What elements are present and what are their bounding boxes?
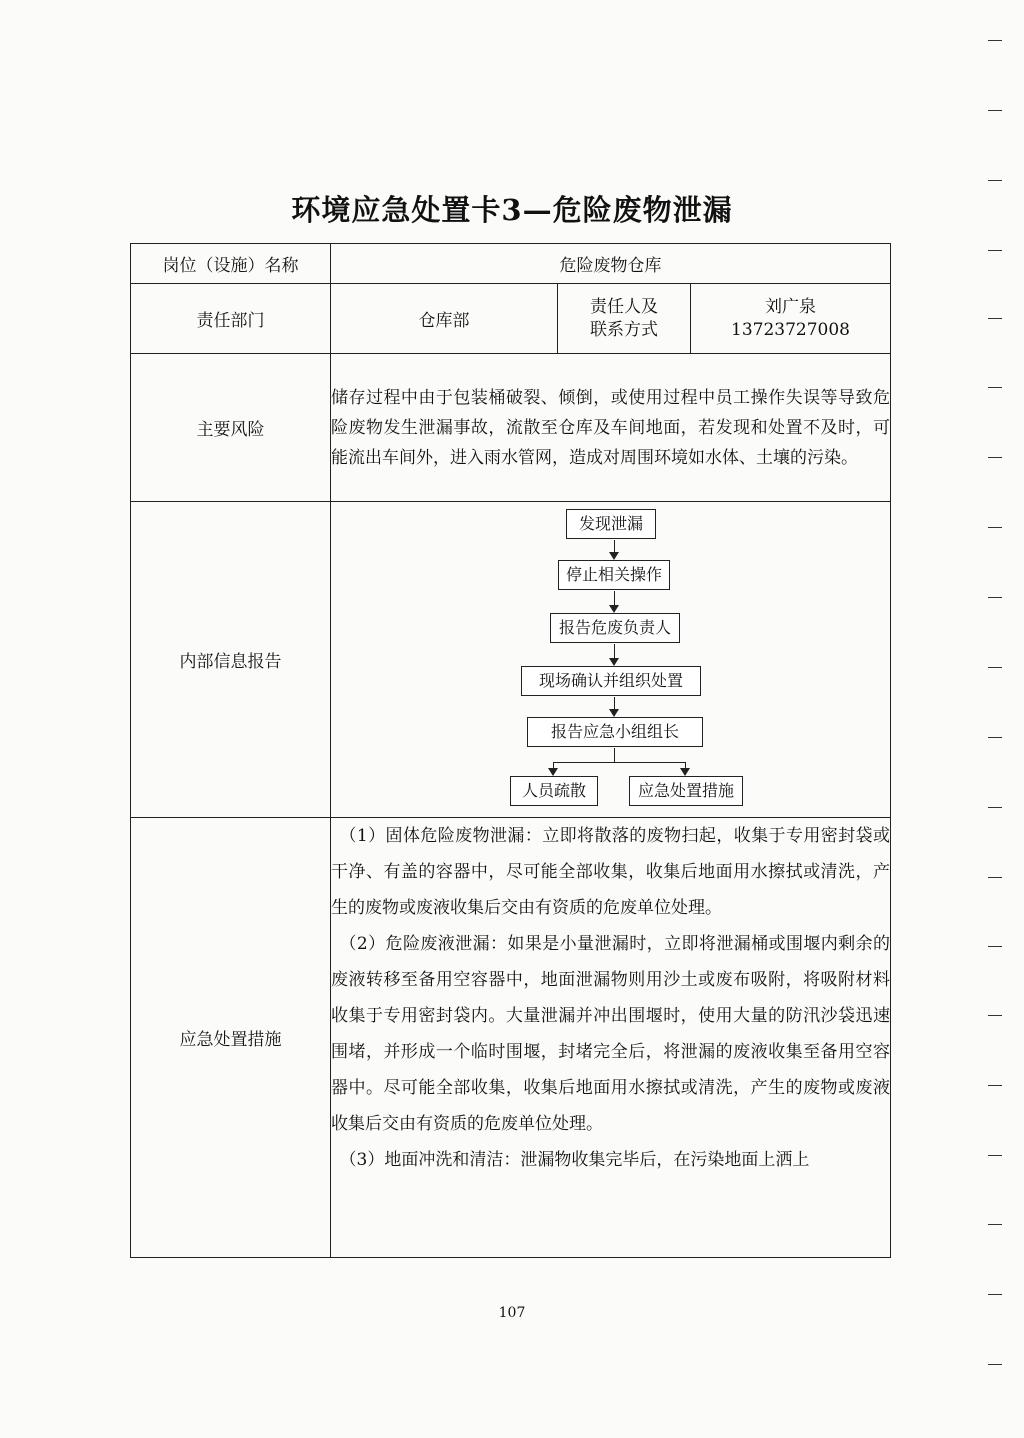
dept-value: 仓库部 [331, 284, 558, 354]
measures-paragraph: （1）固体危险废物泄漏：立即将散落的废物扫起，收集于专用密封袋或干净、有盖的容器中，尽可能全部收集，收集后地面用水擦拭或清洗，产生的废物或废液收集后交由有资质的危废单位处理。 [331, 826, 891, 918]
scan-edge-mark [988, 180, 1002, 181]
arrow-down-icon [609, 605, 619, 613]
table-row [131, 502, 891, 818]
scan-edge-mark [988, 1085, 1002, 1086]
risk-text: 储存过程中由于包装桶破裂、倾倒，或使用过程中员工操作失误等导致危险废物发生泄漏事故，流散至仓库及车间地面，若发现和处置不及时，可能流出车间外，进入雨水管网，造成对周围环境如水体、土壤的污染。 [331, 354, 891, 502]
flow-branch-evacuate: 人员疏散 [510, 776, 598, 806]
emergency-card-table [130, 243, 891, 1258]
scan-edge-mark [988, 318, 1002, 319]
scan-edge-mark [988, 1294, 1002, 1295]
scan-edge-mark [988, 807, 1002, 808]
scan-edge-mark [988, 387, 1002, 388]
dept-label: 责任部门 [131, 284, 331, 354]
scan-edge-mark [988, 667, 1002, 668]
scan-edge-mark [988, 1015, 1002, 1016]
table-row [131, 354, 891, 502]
scan-edge-mark [988, 946, 1002, 947]
scan-edge-mark [988, 457, 1002, 458]
page-title: 环境应急处置卡3—危险废物泄漏 [291, 193, 733, 227]
person-contact [691, 284, 891, 354]
arrow-down-icon [609, 709, 619, 717]
person-phone: 13723727008 [731, 319, 850, 340]
flow-step-discover: 发现泄漏 [566, 509, 656, 539]
scan-edge-mark [988, 737, 1002, 738]
flow-step-confirm: 现场确认并组织处置 [521, 666, 701, 696]
arrow-down-icon [609, 658, 619, 666]
post-value: 危险废物仓库 [331, 244, 891, 284]
table-row [131, 818, 891, 1258]
scan-edge-mark [988, 877, 1002, 878]
flow-step-report-manager: 报告危废负责人 [550, 613, 680, 643]
flow-connector [614, 748, 615, 762]
scan-edge-mark [988, 250, 1002, 251]
flow-step-stop: 停止相关操作 [558, 560, 670, 590]
person-label [558, 284, 691, 354]
measures-text [331, 818, 891, 1258]
arrow-down-icon [548, 768, 558, 776]
scan-edge-mark [988, 597, 1002, 598]
arrow-down-icon [680, 768, 690, 776]
flow-step-report-leader: 报告应急小组组长 [527, 717, 703, 747]
person-label-line2: 联系方式 [590, 319, 658, 340]
person-label-line1: 责任人及 [590, 297, 658, 318]
risk-label: 主要风险 [131, 354, 331, 502]
arrow-down-icon [609, 552, 619, 560]
scan-edge-mark [988, 40, 1002, 41]
person-name: 刘广泉 [765, 297, 816, 318]
report-flowchart [331, 504, 890, 816]
post-label: 岗位（设施）名称 [131, 244, 331, 284]
page-number: 107 [498, 1305, 526, 1321]
scan-edge-mark [988, 1224, 1002, 1225]
flow-branch-measures: 应急处置措施 [629, 776, 743, 806]
table-row [131, 244, 891, 284]
scan-edge-mark [988, 527, 1002, 528]
scan-edge-mark [988, 1364, 1002, 1365]
report-label: 内部信息报告 [131, 502, 331, 818]
measures-paragraph: （2）危险废液泄漏：如果是小量泄漏时，立即将泄漏桶或围堰内剩余的废液转移至备用空容器中，地面泄漏物则用沙土或废布吸附，将吸附材料收集于专用密封袋内。大量泄漏并冲出围堰时，使用大量的防汛沙袋迅速围堵，并形成一个临时围堰，封堵完全后，将泄漏的废液收集至备用空容器中。尽可能全部收集，收集后地面用水擦拭或清洗，产生的废物或废液收集后交由有资质的危废单位处理。 [331, 934, 891, 1134]
table-row [131, 284, 891, 354]
scan-edge-mark [988, 1155, 1002, 1156]
measures-label: 应急处置措施 [131, 818, 331, 1258]
report-flowchart-cell [331, 502, 891, 818]
measures-paragraph: （3）地面冲洗和清洁：泄漏物收集完毕后，在污染地面上洒上 [339, 1150, 810, 1170]
scan-edge-mark [988, 110, 1002, 111]
flow-branch-line [553, 762, 685, 763]
